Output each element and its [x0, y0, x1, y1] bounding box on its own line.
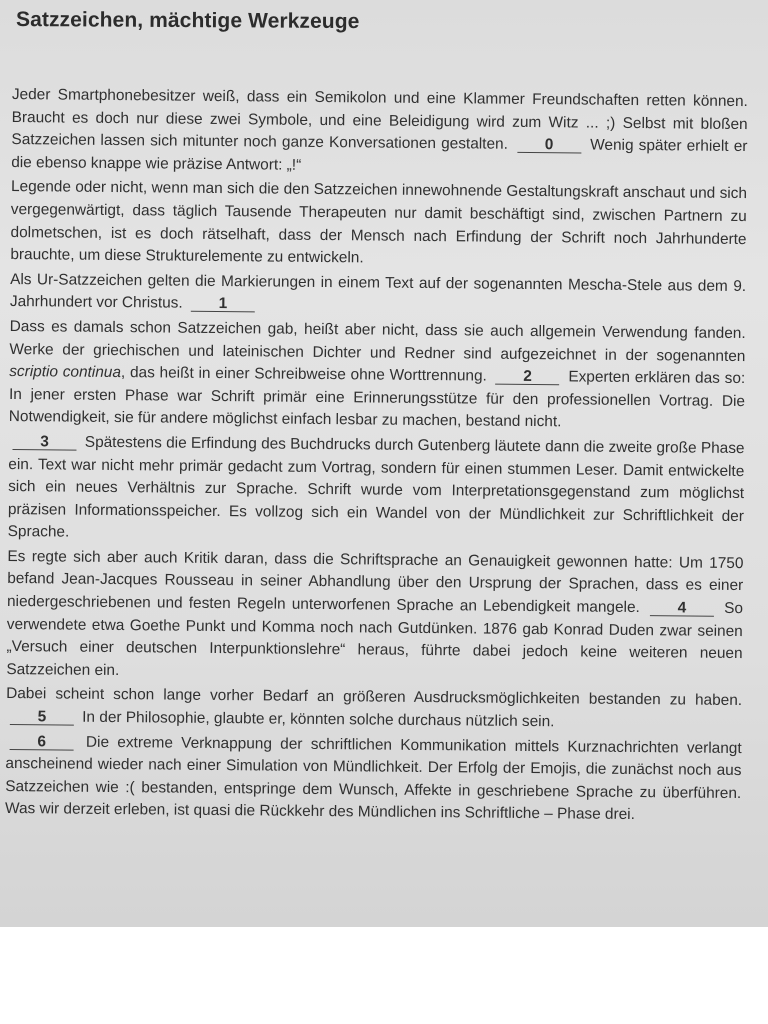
text-segment: , das heißt in einer Schreibweise ohne Worttrennung.	[120, 364, 492, 385]
text-segment: In der Philosophie, glaubte er, könnten solche durchaus nützlich sein.	[77, 708, 555, 731]
text-segment: So verwendete etwa Goethe Punkt und Komma noch nach Gutdünken. 1876 gab Konrad Duden zwar seinen „Versuch einer deutschen Interpunktionslehre“ heraus, führte dabei jedoch keine weiteren neuen Satzzeichen ein.	[6, 599, 744, 679]
gap-marker-4: 4	[650, 600, 714, 617]
text-segment: Es regte sich aber auch Kritik daran, dass die Schriftsprache an Genauigkeit gewonnen hatte: Um 1750 befand Jean-Jacques Rousseau in seiner Abhandlung über den Ursprung der Sprachen, dass es einer niedergeschriebenen und festen Regeln unterworfenen Sprache an Lebendigkeit mangele.	[6, 547, 744, 617]
paragraph-p7	[6, 683, 742, 735]
text-segment: Dass es damals schon Satzzeichen gab, heißt aber nicht, dass sie auch allgemein Verwendung fanden. Werke der griechischen und lateinischen Dichter und Redner sind aufgezeichnet in der sogenannten	[9, 317, 746, 365]
text-segment: Legende oder nicht, wenn man sich die den Satzzeichen innewohnende Gestaltungskraft anschaut und sich vergegenwärtigt, dass täglich Tausende Therapeuten nur damit beschäftigt sind, zwischen Partnern zu dolmetschen, ist es doch rätselhaft, dass der Mensch nach Erfindung der Schrift noch Jahrhunderte brauchte, um diese Strukturelemente zu entwickeln.	[10, 178, 748, 267]
gap-marker-1: 1	[191, 296, 255, 313]
text-segment: Die extreme Verknappung der schriftlichen Kommunikation mittels Kurznachrichten verlangt anscheinend wieder nach einer Simulation von Mündlichkeit. Der Erfolg der Emojis, die zunächst noch aus Satzzeichen wie :( bestanden, entspringe dem Wunsch, Affekte in geschriebene Sprache zu überführen. Was wir derzeit erleben, ist quasi die Rückkehr des Mündlichen ins Schriftliche – Phase drei.	[4, 733, 742, 824]
blank-area	[0, 927, 768, 1024]
text-segment: Dabei scheint schon lange vorher Bedarf an größeren Ausdrucksmöglichkeiten bestanden zu haben.	[6, 685, 743, 710]
paragraph-p4	[9, 316, 746, 436]
gap-marker-6: 6	[10, 734, 74, 751]
text-segment: Jeder Smartphonebesitzer weiß, dass ein Semikolon und eine Klammer Freundschaften retten können. Braucht es doch nur diese zwei Symbole, und eine Beleidigung wird zum Witz ... ;) Selbst mit bloßen Satzzeichen lassen sich mitunter noch ganze Konversationen gestalten.	[11, 85, 748, 153]
gap-marker-0: 0	[517, 137, 581, 154]
paragraph-p6	[6, 546, 743, 689]
article-title: Satzzeichen, mächtige Werkzeuge	[15, 8, 360, 34]
text-segment: Wenig später erhielt er die ebenso knappe wie präzise Antwort: „!“	[11, 136, 748, 174]
text-segment: Spätestens die Erfindung des Buchdrucks durch Gutenberg läutete dann die zweite große Phase ein. Text war nicht mehr primär gedacht zum Vortrag, sondern für einen stummen Leser. Damit entwickelte sich ein neues Verhältnis zur Sprache. Schrift wurde vom Interpretationsgegenstand zum möglichst präzisen Informationsspeicher. Es vollzog sich ein Wandel von der Mündlichkeit zur Schriftlichkeit der Sprache.	[7, 433, 745, 541]
text-segment: Experten erklären das so: In jener ersten Phase war Schrift primär eine Erinnerungsstütze für den professionellen Vortrag. Die Notwendigkeit, sie für andere möglichst einfach lesbar zu machen, bestand nicht.	[8, 368, 746, 431]
gap-marker-2: 2	[496, 369, 560, 386]
paragraph-p2	[10, 176, 747, 273]
gap-marker-5: 5	[10, 709, 74, 726]
paragraph-p1	[11, 84, 748, 181]
paragraph-p5	[8, 431, 745, 551]
gap-marker-3: 3	[12, 434, 76, 451]
italic-text: scriptio continua	[9, 363, 122, 382]
paragraph-p3	[10, 269, 746, 321]
text-segment: Als Ur-Satzzeichen gelten die Markierungen in einem Text auf der sogenannten Mescha-Stele aus dem 9. Jahrhundert vor Christus.	[9, 270, 747, 313]
article-body	[5, 84, 748, 830]
paragraph-p8	[5, 731, 742, 828]
